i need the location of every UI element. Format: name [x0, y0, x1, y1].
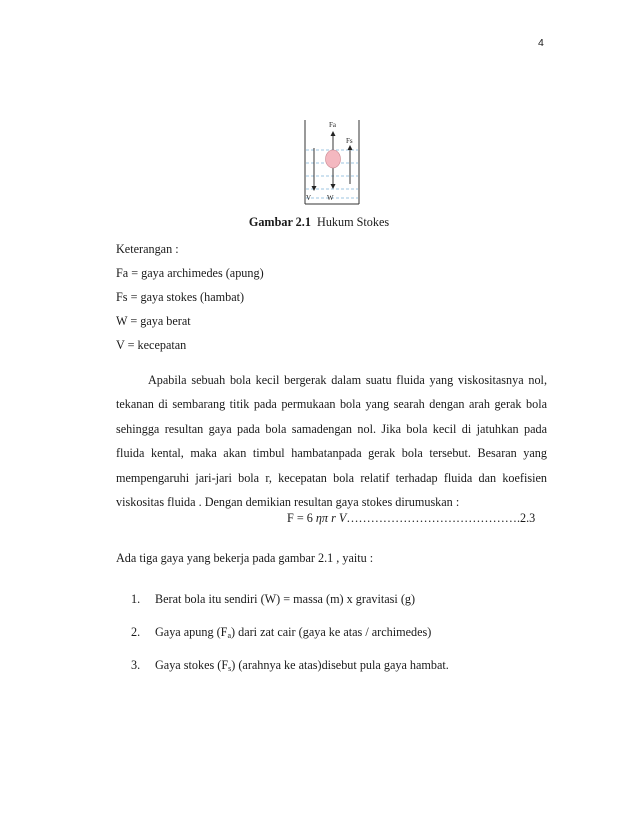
- v-label: V: [306, 194, 312, 202]
- fa-arrowhead: [331, 131, 336, 136]
- list-text: Gaya apung (F: [155, 625, 228, 639]
- ball: [326, 150, 341, 168]
- legend-item: V = kecepatan: [116, 338, 187, 352]
- page-number: 4: [538, 37, 544, 49]
- list-item: [131, 658, 449, 673]
- formula-dots: …………………………………….: [346, 511, 520, 525]
- figure-caption: [0, 215, 638, 230]
- paragraph-line: sehingga resultan gaya pada bola samadengan nol. Jika bola kecil di jatuhkan pada: [116, 421, 547, 436]
- list-number: 2.: [131, 625, 141, 639]
- subscript: a: [227, 631, 231, 640]
- list-text: ) dari zat cair (gaya ke atas / archimedes): [231, 625, 432, 639]
- list-number: 1.: [131, 592, 141, 606]
- list-item: [131, 625, 431, 640]
- fs-arrowhead: [348, 145, 353, 150]
- paragraph-line: viskositas fluida . Dengan demikian resultan gaya stokes dirumuskan :: [116, 494, 460, 509]
- equation-number: 2.3: [520, 511, 536, 525]
- legend-heading: Keterangan :: [116, 242, 179, 256]
- stokes-formula: [287, 511, 535, 526]
- caption-text: Hukum Stokes: [317, 215, 390, 229]
- intro-sentence: Ada tiga gaya yang bekerja pada gambar 2.1 , yaitu :: [116, 551, 374, 565]
- paragraph-line: tekanan di sembarang titik pada permukaan bola yang searah dengan arah gerak bola: [116, 397, 547, 412]
- stokes-law-figure: [302, 118, 362, 208]
- body-paragraph: [116, 368, 547, 514]
- w-label: W: [327, 194, 334, 202]
- list-item: [131, 592, 415, 607]
- list-text: ) (arahnya ke atas)disebut pula gaya hambat.: [231, 658, 449, 672]
- paragraph-line: Apabila sebuah bola kecil bergerak dalam suatu fluida yang viskositasnya nol,: [148, 373, 547, 387]
- legend-item: Fa = gaya archimedes (apung): [116, 266, 264, 280]
- subscript: s: [228, 664, 232, 673]
- fs-label: Fs: [346, 137, 353, 145]
- paragraph-line: mempengaruhi jari-jari bola r, kecepatan bola relatif terhadap fluida dan koefisien: [116, 470, 547, 485]
- formula-expression: ηπ r V: [315, 511, 347, 525]
- legend-item: Fs = gaya stokes (hambat): [116, 290, 245, 304]
- fa-label: Fa: [329, 121, 336, 129]
- list-text: Berat bola itu sendiri (W) = massa (m) x gravitasi (g): [155, 592, 416, 606]
- caption-label: Gambar 2.1: [248, 215, 311, 229]
- formula-lhs: F = 6: [287, 511, 316, 525]
- v-arrowhead: [312, 186, 317, 191]
- list-text: Gaya stokes (F: [155, 658, 229, 672]
- w-arrowhead: [331, 184, 336, 189]
- paragraph-line: fluida kental, maka akan timbul hambatanpada gerak bola tersebut. Besaran yang: [116, 446, 547, 461]
- legend-item: W = gaya berat: [116, 314, 191, 328]
- list-number: 3.: [131, 658, 141, 672]
